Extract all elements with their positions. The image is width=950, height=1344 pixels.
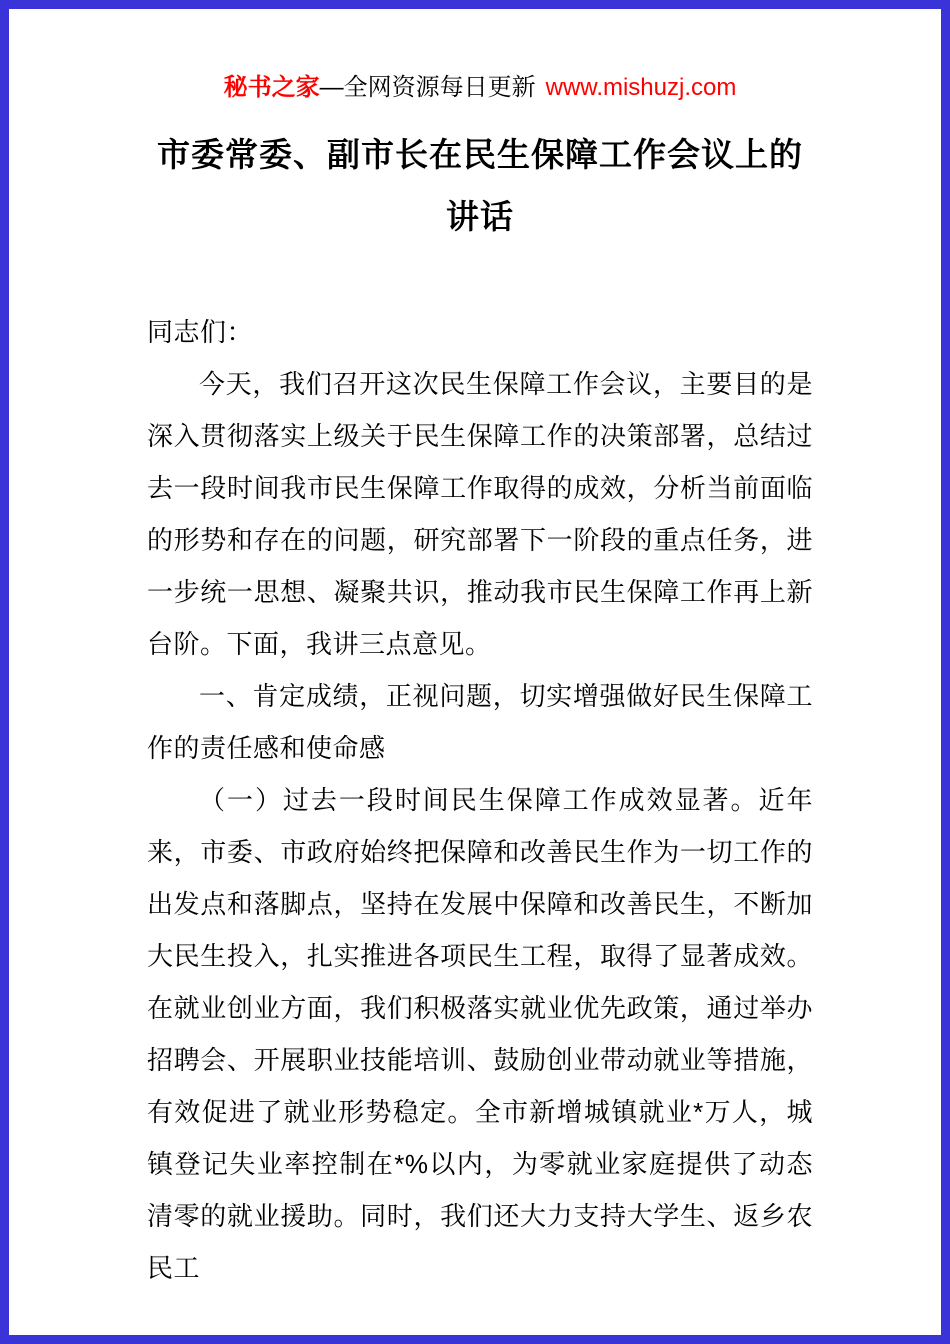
section-heading-1: 一、肯定成绩，正视问题，切实增强做好民生保障工作的责任感和使命感 [147,681,813,763]
paragraph-section-1-body: （一）过去一段时间民生保障工作成效显著。近年来，市委、市政府始终把保障和改善民生作为一切工作的出发点和落脚点，坚持在发展中保障和改善民生，不断加大民生投入，扎实推进各项民生工程，取得了显著成效。在就业创业方面，我们积极落实就业优先政策，通过举办招聘会、开展职业技能培训、鼓励创业带动就业等措施，有效促进了就业形势稳定。全市新增城镇就业*万人，城镇登记失业率控制在*%以内，为零就业家庭提供了动态清零的就业援助。同时，我们还大力支持大学生、返乡农民工 [147,785,813,1283]
document-page [9,9,941,1335]
document-title: 市委常委、副市长在民生保障工作会议上的讲话 [157,136,803,235]
paragraph-intro: 今天，我们召开这次民生保障工作会议，主要目的是深入贯彻落实上级关于民生保障工作的决策部署，总结过去一段时间我市民生保障工作取得的成效，分析当前面临的形势和存在的问题，研究部署下一阶段的重点任务，进一步统一思想、凝聚共识，推动我市民生保障工作再上新台阶。下面，我讲三点意见。 [147,369,813,659]
site-tagline: —全网资源每日更新 [319,74,536,101]
site-name: 秘书之家 [223,75,320,101]
site-header [147,67,813,102]
paragraph-salutation: 同志们： [147,317,254,347]
site-url-link[interactable]: www.mishuzj.com [545,74,737,101]
